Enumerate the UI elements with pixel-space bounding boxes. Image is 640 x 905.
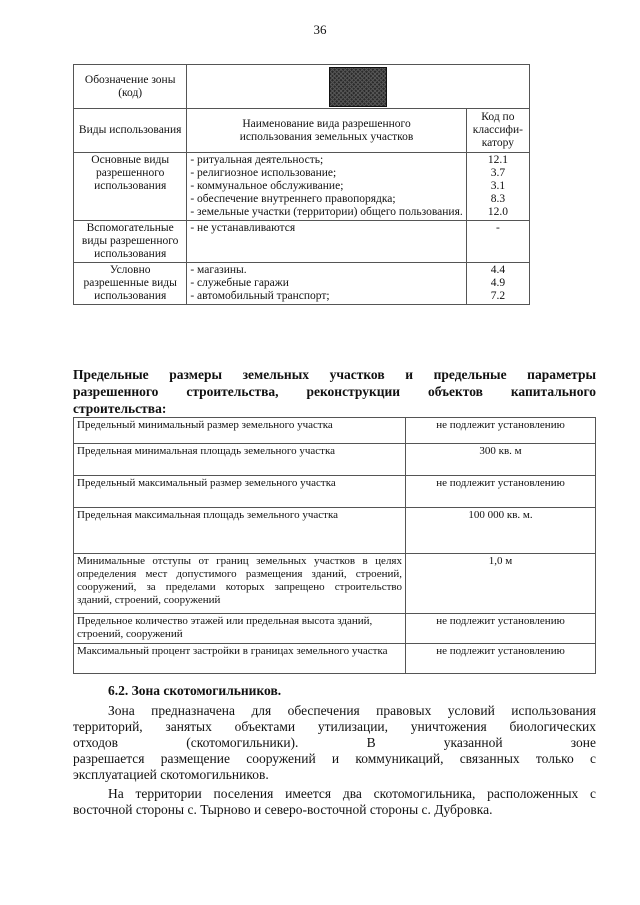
usage-type: Основные виды разрешенного использования [74,153,187,221]
table-row [74,476,596,508]
list-item: - не устанавливаются [190,222,296,234]
text-line: территорий, занятых объектами утилизации, уничтожения биологических [73,719,596,734]
zone-classification-table [73,64,530,305]
heading-line: разрешенного строительства, реконструкции объектов капитального [73,384,596,399]
header-usage-name: Наименование вида разрешенного использования земельных участков [187,109,466,153]
text-line: отходов (скотомогильники). В указанной зоне [73,735,596,750]
text-line: эксплуатацией скотомогильников. [73,767,269,782]
table-row [74,554,596,614]
param-name: Предельный минимальный размер земельного участка [74,418,406,444]
list-item: - ритуальная деятельность; [190,154,324,166]
section-paragraph [73,786,596,818]
list-item: - магазины. [190,264,247,276]
list-item: - религиозное использование; [190,167,337,179]
table-row [74,418,596,444]
code-value: 12.0 [487,206,508,218]
param-value: не подлежит установлению [406,644,596,674]
list-item: - обеспечение внутреннего правопорядка; [190,193,396,205]
table-row [74,221,530,263]
code-value: 3.1 [490,180,506,192]
list-item: - служебные гаражи [190,277,289,289]
header-usage-types: Виды использования [74,109,187,153]
param-value: 1,0 м [406,554,596,614]
list-item: - коммунальное обслуживание; [190,180,344,192]
table-row [74,444,596,476]
text-line: Зона предназначена для обеспечения правовых условий использования [108,703,596,718]
table-row [74,263,530,305]
param-value: не подлежит установлению [406,614,596,644]
section-paragraph [73,703,596,783]
code-value: 7.2 [490,290,506,302]
code-value: 4.4 [490,264,506,276]
table-row [74,153,530,221]
list-item: - земельные участки (территории) общего пользования. [190,206,463,218]
code-value: 8.3 [490,193,506,205]
code-value: 12.1 [487,154,508,166]
text-line: восточной стороны с. Тырново и северо-восточной стороны с. Дубровка. [73,802,493,817]
param-name: Предельный максимальный размер земельного участка [74,476,406,508]
params-table [73,417,596,674]
text-line: На территории поселения имеется два скотомогильника, расположенных с [108,786,596,801]
zone-code-swatch [329,67,387,107]
param-name: Минимальные отступы от границ земельных участков в целях определения мест допустимого размещения зданий, строений, сооружений, за пределами которых запрещено строительство зданий, строений, сооружений [74,554,406,614]
zone-code-label: Обозначение зоны (код) [74,65,187,109]
code-value: - [495,222,500,234]
heading-line: строительства: [73,401,167,416]
param-name: Предельная максимальная площадь земельного участка [74,508,406,554]
section-title: 6.2. Зона скотомогильников. [108,683,282,698]
param-name: Предельная минимальная площадь земельного участка [74,444,406,476]
params-heading [73,366,596,417]
param-name: Предельное количество этажей или предельная высота зданий, строений, сооружений [74,614,406,644]
usage-type: Вспомогательные виды разрешенного использования [74,221,187,263]
table-row [74,614,596,644]
page-number: 36 [313,22,327,37]
param-value: не подлежит установлению [406,418,596,444]
code-value: 4.9 [490,277,506,289]
param-name: Максимальный процент застройки в границах земельного участка [74,644,406,674]
code-value: 3.7 [490,167,506,179]
text-line: разрешается размещение сооружений и коммуникаций, связанных только с [73,751,596,766]
list-item: - автомобильный транспорт; [190,290,330,302]
table-row [74,644,596,674]
param-value: 300 кв. м [406,444,596,476]
param-value: не подлежит установлению [406,476,596,508]
usage-type: Условно разрешенные виды использования [74,263,187,305]
param-value: 100 000 кв. м. [406,508,596,554]
table-row [74,508,596,554]
heading-line: Предельные размеры земельных участков и предельные параметры [73,367,596,382]
header-code: Код по классифи-катору [466,109,529,153]
